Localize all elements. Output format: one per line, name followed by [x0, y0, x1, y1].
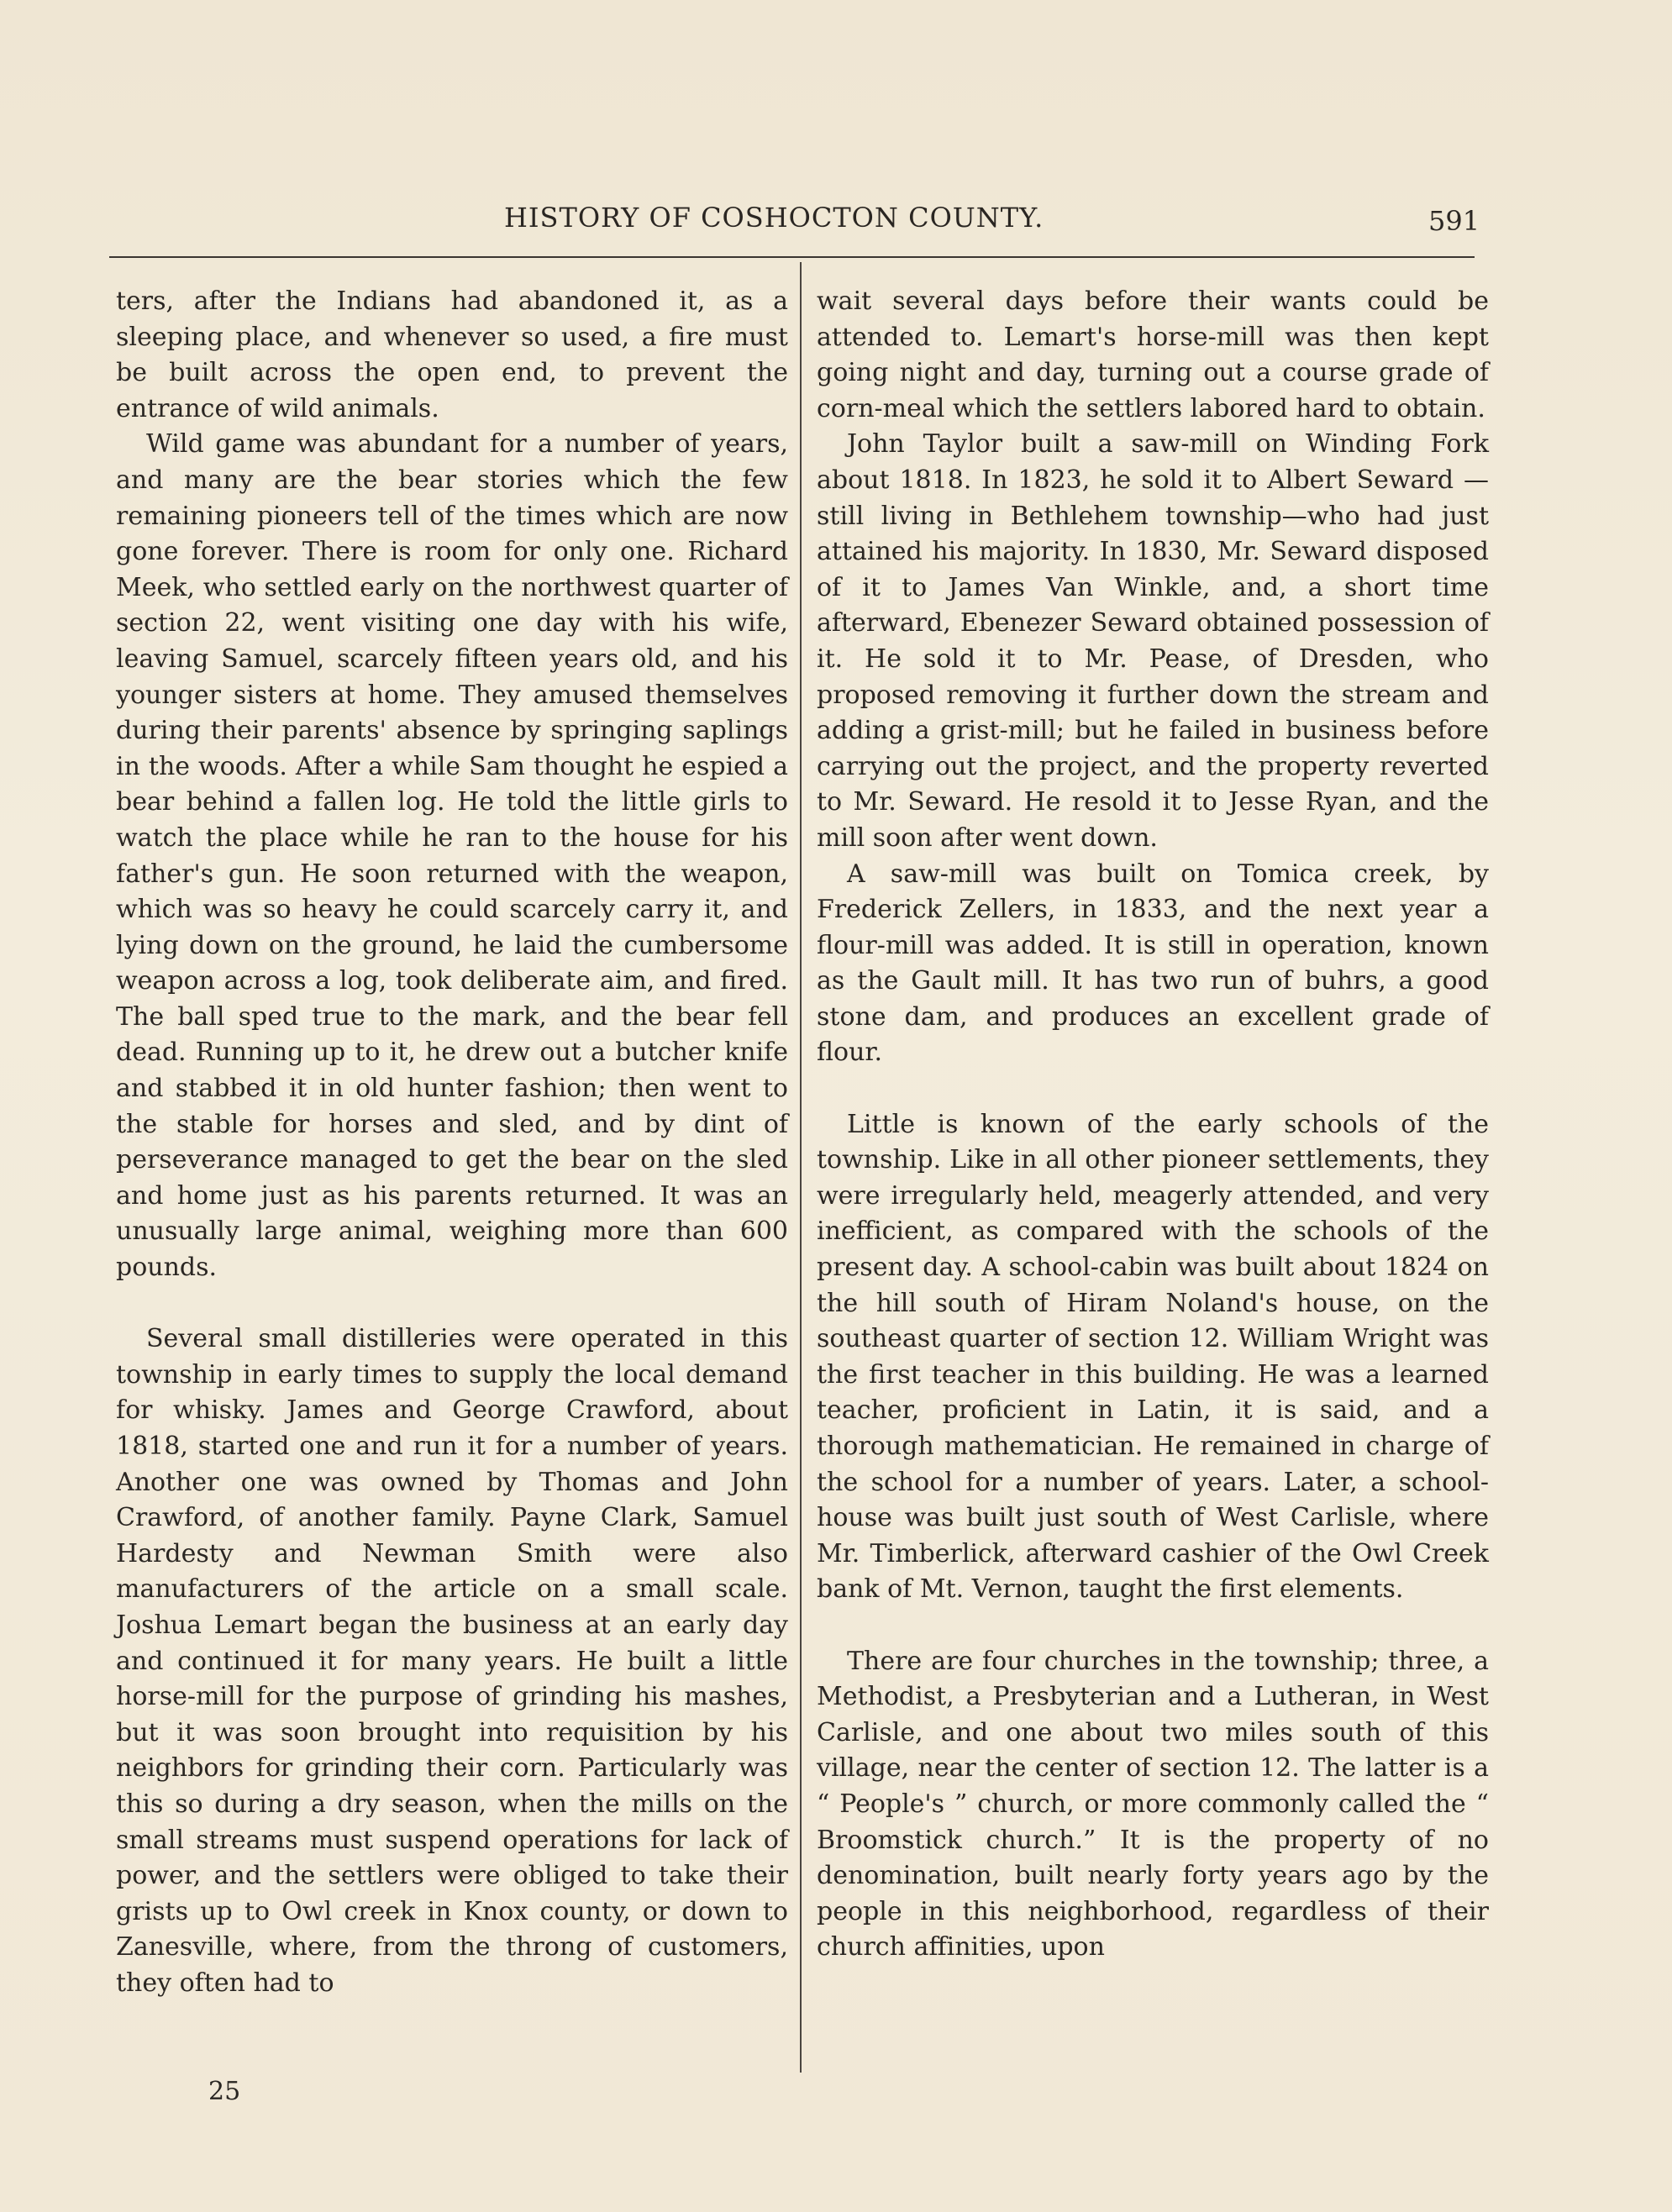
- running-head: [0, 202, 1672, 244]
- paragraph: There are four churches in the township; three, a Methodist, a Presbyterian and a Lutheran, in West Carlisle, and one about two miles south of this village, near the center of section 12. The latter is a “ People's ” church, or more commonly called the “ Broomstick church.” It is the property of no denomination, built nearly forty years ago by the people in this neighborhood, regardless of their church affinities, upon: [817, 1646, 1489, 1962]
- running-title: HISTORY OF COSHOCTON COUNTY.: [504, 202, 1044, 234]
- paragraph: Wild game was abundant for a number of years, and many are the bear stories which the few remaining pioneers tell of the times which are now gone forever. There is room for only one. Richard Meek, who settled early on the northwest quarter of section 22, went visiting one day with his wife, leaving Samuel, scarcely fifteen years old, and his younger sisters at home. They amused themselves during their parents' absence by springing saplings in the woods. After a while Sam thought he espied a bear behind a fallen log. He told the little girls to watch the place while he ran to the house for his father's gun. He soon returned with the weapon, which was so heavy he could scarcely carry it, and lying down on the ground, he laid the cumbersome weapon across a log, took deliberate aim, and fired. The ball sped true to the mark, and the bear fell dead. Running up to it, he drew out a butcher knife and stabbed it in old hunter fashion; then went to the stable for horses and sled, and by dint of perseverance managed to get the bear on the sled and home just as his parents returned. It was an unusually large animal, weighing more than 600 pounds.: [116, 429, 788, 1283]
- column-divider: [800, 262, 802, 2073]
- paragraph: A saw-mill was built on Tomica creek, by Frederick Zellers, in 1833, and the next year a flour-mill was added. It is still in operation, known as the Gault mill. It has two run of buhrs, a good stone dam, and produces an excellent grade of flour.: [817, 859, 1489, 1068]
- paragraph: John Taylor built a saw-mill on Winding Fork about 1818. In 1823, he sold it to Albert Seward —still living in Bethlehem township—who had just attained his majority. In 1830, Mr. Seward disposed of it to James Van Winkle, and, a short time afterward, Ebenezer Seward obtained possession of it. He sold it to Mr. Pease, of Dresden, who proposed removing it further down the stream and adding a grist-mill; but he failed in business before carrying out the project, and the property reverted to Mr. Seward. He resold it to Jesse Ryan, and the mill soon after went down.: [817, 429, 1489, 853]
- paragraph: Little is known of the early schools of the township. Like in all other pioneer settlements, they were irregularly held, meagerly attended, and very inefficient, as compared with the schools of the present day. A school-cabin was built about 1824 on the hill south of Hiram Noland's house, on the southeast quarter of section 12. William Wright was the first teacher in this building. He was a learned teacher, proficient in Latin, it is said, and a thorough mathematician. He remained in charge of the school for a number of years. Later, a school-house was built just south of West Carlisle, where Mr. Timberlick, afterward cashier of the Owl Creek bank of Mt. Vernon, taught the first elements.: [817, 1109, 1489, 1605]
- right-column: [817, 284, 1489, 1966]
- signature-mark: 25: [208, 2077, 241, 2106]
- paragraph: wait several days before their wants could be attended to. Lemart's horse-mill was then kept going night and day, turning out a course grade of corn-meal which the settlers labored hard to obtain.: [817, 286, 1489, 423]
- left-column: [116, 284, 788, 2002]
- paragraph: ters, after the Indians had abandoned it, as a sleeping place, and whenever so used, a fire must be built across the open end, to prevent the entrance of wild animals.: [116, 286, 788, 423]
- header-rule: [109, 256, 1475, 258]
- paragraph: Several small distilleries were operated in this township in early times to supply the local demand for whisky. James and George Crawford, about 1818, started one and run it for a number of years. Another one was owned by Thomas and John Crawford, of another family. Payne Clark, Samuel Hardesty and Newman Smith were also manufacturers of the article on a small scale. Joshua Lemart began the business at an early day and continued it for many years. He built a little horse-mill for the purpose of grinding his mashes, but it was soon brought into requisition by his neighbors for grinding their corn. Particularly was this so during a dry season, when the mills on the small streams must suspend operations for lack of power, and the settlers were obliged to take their grists up to Owl creek in Knox county, or down to Zanesville, where, from the throng of customers, they often had to: [116, 1324, 788, 1998]
- page-number: 591: [1428, 205, 1480, 237]
